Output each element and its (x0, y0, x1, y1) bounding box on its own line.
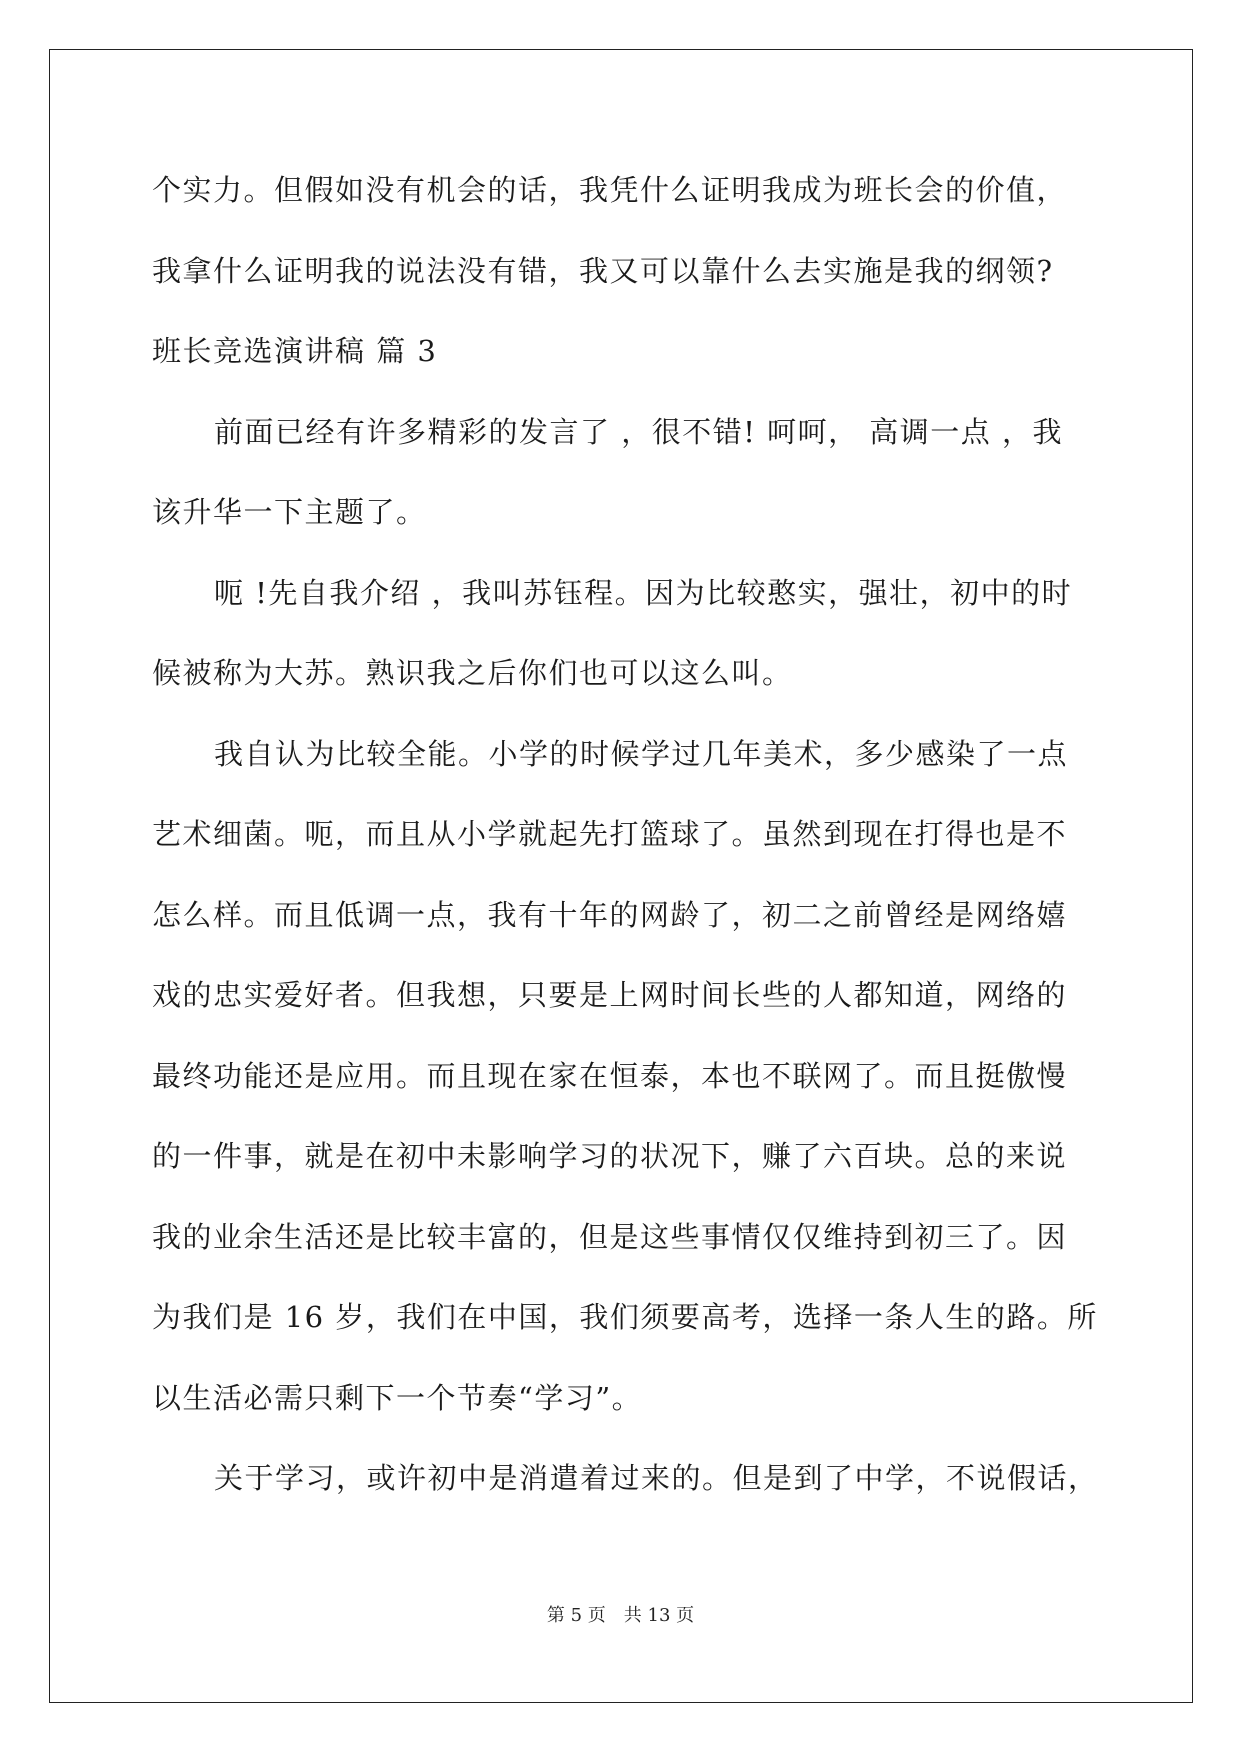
document-body (152, 150, 1099, 1519)
text-line: 戏的忠实爱好者。但我想，只要是上网时间长些的人都知道，网络的 (152, 978, 1068, 1012)
paragraph-first-line: 呃 !先自我介绍 ，我叫苏钰程。因为比较憨实，强壮，初中的时 (214, 575, 1073, 610)
text-line: 该升华一下主题了。 (152, 495, 427, 529)
paragraph-first-line: 我自认为比较全能。小学的时候学过几年美术，多少感染了一点 (214, 736, 1069, 771)
text-line: 最终功能还是应用。而且现在家在恒泰，本也不联网了。而且挺傲慢 (152, 1058, 1068, 1093)
page-number-current: 第 5 页 (546, 1605, 606, 1626)
text-line: 我拿什么证明我的说法没有错，我又可以靠什么去实施是我的纲领? (152, 253, 1054, 288)
text-line: 个实力。但假如没有机会的话，我凭什么证明我成为班长会的价值， (152, 173, 1068, 207)
text-line: 艺术细菌。呃，而且从小学就起先打篮球了。虽然到现在打得也是不 (152, 817, 1068, 851)
text-line: 候被称为大苏。熟识我之后你们也可以这么叫。 (152, 656, 793, 690)
page-number-total: 共 13 页 (623, 1605, 695, 1626)
section-heading: 班长竞选演讲稿 篇 3 (152, 334, 438, 368)
paragraph-first-line: 关于学习，或许初中是消遣着过来的。但是到了中学，不说假话， (214, 1461, 1099, 1495)
text-line: 怎么样。而且低调一点，我有十年的网龄了，初二之前曾经是网络嬉 (152, 897, 1068, 932)
text-line: 我的业余生活还是比较丰富的，但是这些事情仅仅维持到初三了。因 (152, 1219, 1068, 1254)
text-line: 以生活必需只剩下一个节奏“学习”。 (152, 1380, 643, 1415)
page-footer (0, 1601, 1241, 1627)
text-line: 为我们是 16 岁，我们在中国，我们须要高考，选择一条人生的路。所 (152, 1300, 1098, 1334)
text-line: 的一件事，就是在初中未影响学习的状况下，赚了六百块。总的来说 (152, 1139, 1068, 1173)
paragraph-first-line: 前面已经有许多精彩的发言了 ，很不错! 呵呵， 高调一点 ，我 (214, 414, 1064, 449)
